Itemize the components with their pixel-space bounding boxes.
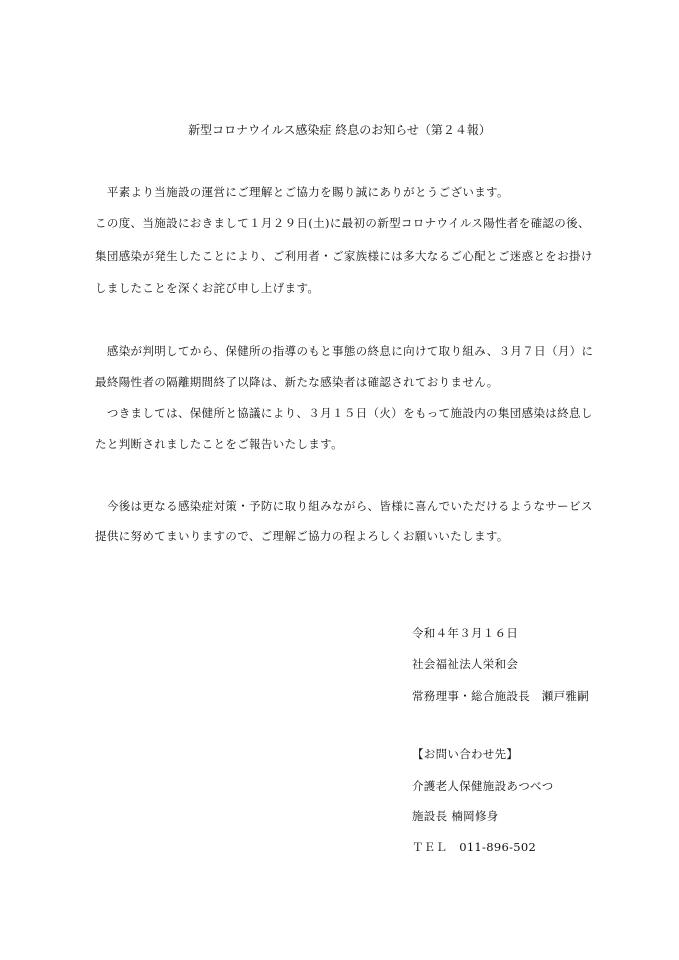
contact-facility: 介護老人保健施設あつべつ bbox=[412, 779, 554, 793]
paragraph-line: 今後は更なる感染症対策・予防に取り組みながら、皆様に喜んでいただけるようなサービス bbox=[95, 499, 593, 513]
contact-heading: 【お問い合わせ先】 bbox=[412, 747, 519, 761]
paragraph-line: たと判断されましたことをご報告いたします。 bbox=[95, 437, 343, 451]
paragraph-line: 感染が判明してから、保健所の指導のもと事態の終息に向けて取り組み、３月７日（月）に bbox=[95, 344, 594, 358]
paragraph-line: 提供に努めてまいりますので、ご理解ご協力の程よろしくお願いいたします。 bbox=[95, 529, 509, 543]
paragraph-line: 最終陽性者の隔離期間終了以降は、新たな感染者は確認されておりません。 bbox=[95, 375, 499, 389]
contact-director: 施設長 楠岡修身 bbox=[412, 809, 499, 823]
notice-date: 令和４年３月１６日 bbox=[412, 626, 519, 640]
paragraph-line: 集団感染が発生したことにより、ご利用者・ご家族様には多大なるご心配とご迷惑とをお掛け bbox=[95, 249, 593, 263]
paragraph-line: この度、当施設におきまして１月２９日(土)に最初の新型コロナウイルス陽性者を確認の後、 bbox=[95, 216, 590, 230]
notice-title: 新型コロナウイルス感染症 終息のお知らせ（第２４報） bbox=[188, 123, 491, 137]
signer-name: 常務理事・総合施設長 瀬戸雅嗣 bbox=[412, 689, 589, 703]
paragraph-line: 平素より当施設の運営にご理解とご協力を賜り誠にありがとうございます。 bbox=[95, 185, 509, 199]
paragraph-line: つきましては、保健所と協議により、３月１５日（火）をもって施設内の集団感染は終息し bbox=[95, 406, 593, 420]
organization-name: 社会福祉法人栄和会 bbox=[412, 657, 519, 671]
paragraph-line: しましたことを深くお詫び申し上げます。 bbox=[95, 281, 320, 295]
contact-phone: ＴＥＬ 011-896-502 bbox=[412, 840, 537, 854]
